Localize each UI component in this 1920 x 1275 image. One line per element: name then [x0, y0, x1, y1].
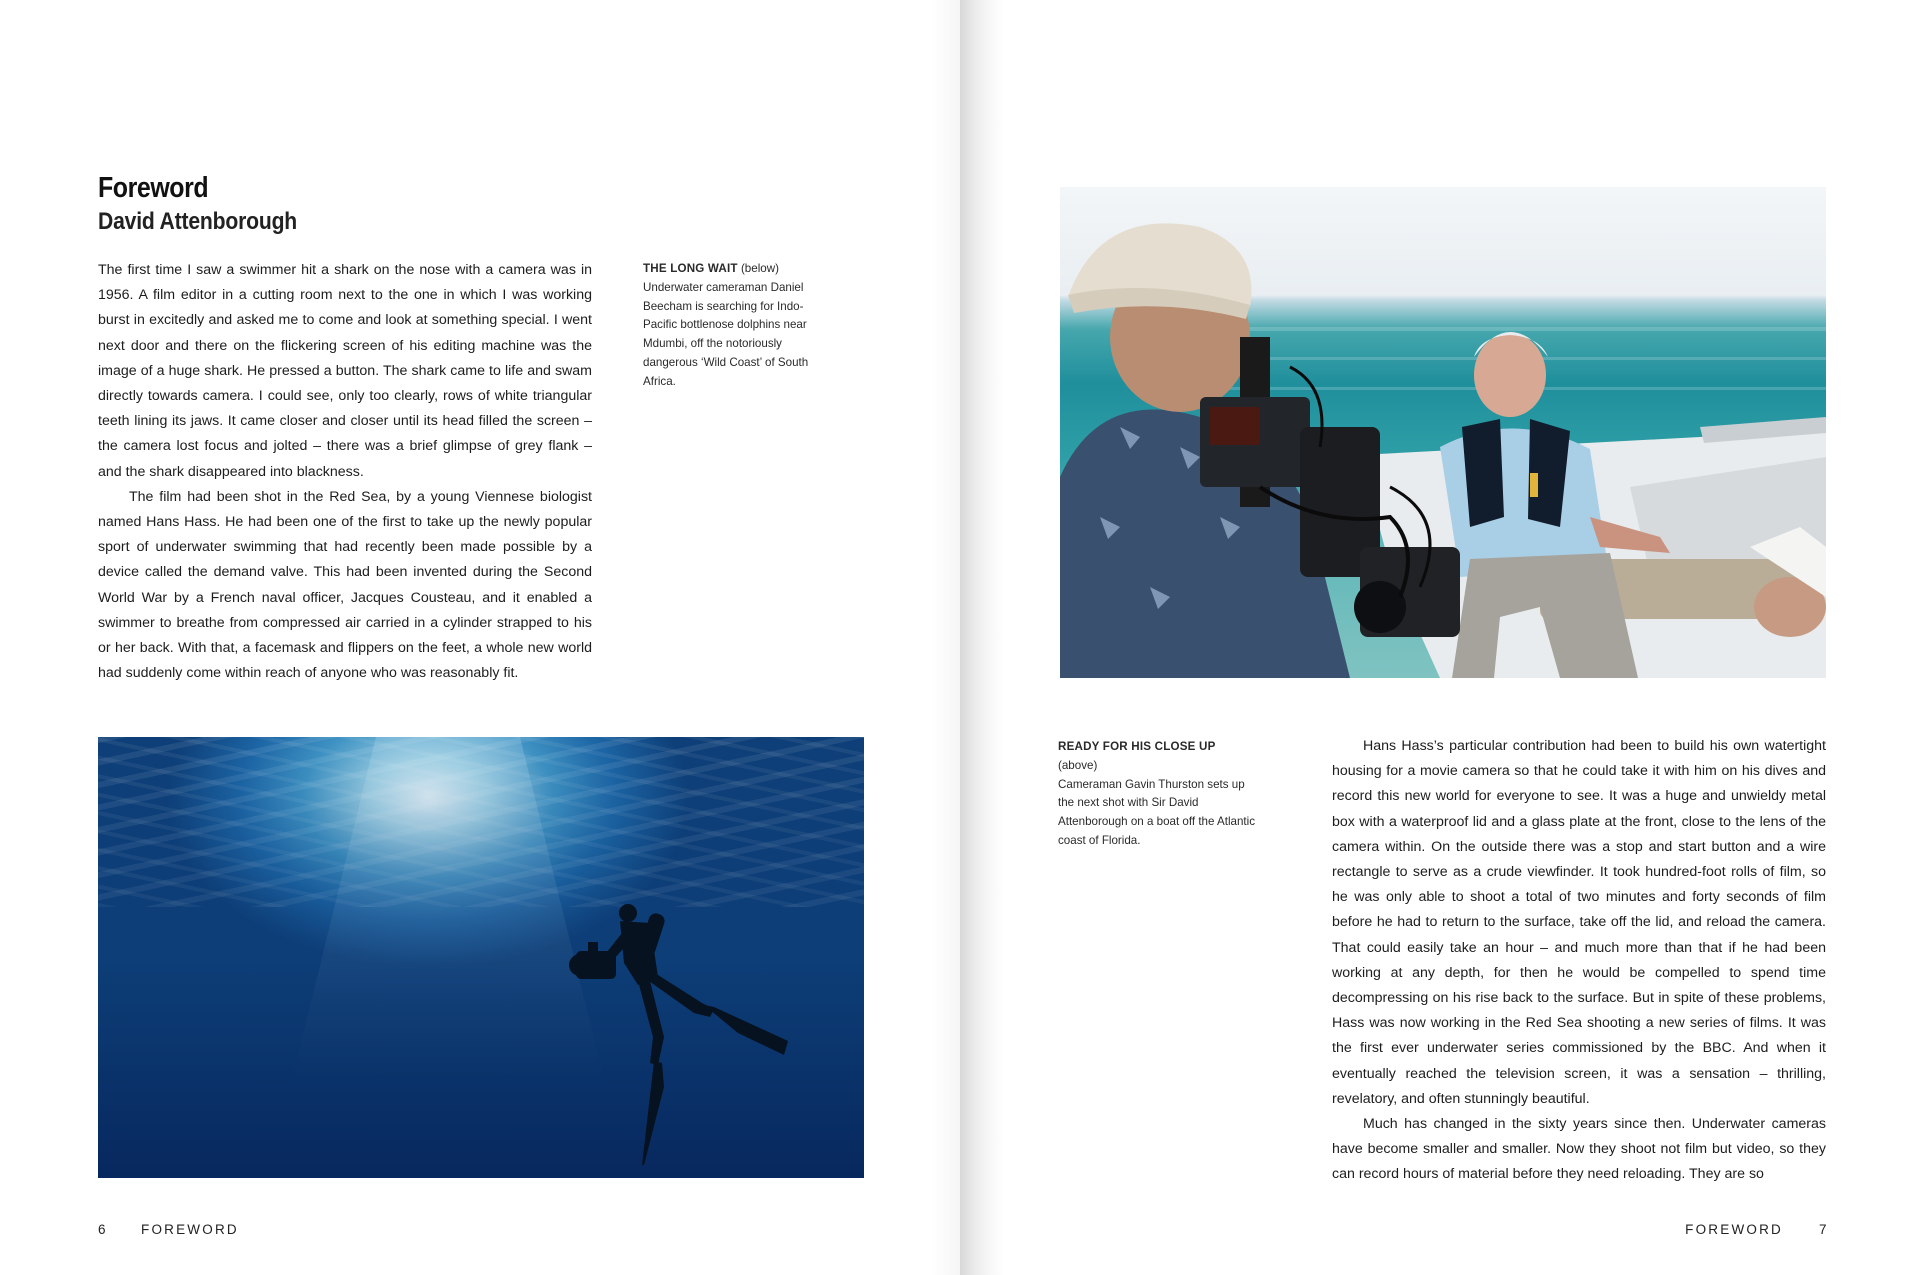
right-body-text	[1332, 734, 1826, 1188]
boat-scene-icon	[1060, 187, 1826, 678]
running-footer: FOREWORD	[141, 1222, 239, 1237]
page-number: 7	[1819, 1222, 1827, 1237]
gutter-shade-left	[930, 0, 960, 1275]
running-footer: FOREWORD	[1685, 1222, 1783, 1237]
caption-heading: READY FOR HIS CLOSE UP	[1058, 740, 1216, 753]
caption-long-wait	[643, 260, 823, 392]
caption-text: Cameraman Gavin Thurston sets up the next shot with Sir David Attenborough on a boat off the Atlantic coast of Florida.	[1058, 777, 1256, 847]
gutter-shade-right	[960, 0, 1004, 1275]
page-number: 6	[98, 1222, 106, 1237]
caption-heading: THE LONG WAIT	[643, 262, 738, 275]
paragraph: Hans Hass’s particular contribution had been to build his own watertight housing for a movie camera so that he could take it with him on his dives and record this new world for everyone to see. It was a huge and unwieldy metal box with a waterproof lid and a glass plate at the front, close to the lens of the camera within. On the outside there was a stop and start button and a wire rectangle to serve as a crude viewfinder. It took hundred-foot rolls of film, so he was only able to shoot a total of two minutes and forty seconds of film before he had to return to the surface, take off the lid, and reload the camera. That could easily take an hour – and much more than that if he had been working at any depth, for then he would be compelled to spend time decompressing on his rise back to the surface. But in spite of these problems, Hass was now working in the Red Sea shooting a new series of films. It was the first ever underwater series commissioned by the BBC. And when it eventually reached the television screen, it was a sensation – thrilling, revelatory, and often stunningly beautiful.	[1332, 738, 1826, 1107]
paragraph: The first time I saw a swimmer hit a shark on the nose with a camera was in 1956. A film editor in a cutting room next to the one in which I was working burst in excitedly and asked me to come and look at something special. I went next door and there on the flickering screen of his editing machine was the image of a huge shark. He pressed a button. The shark came to life and swam directly towards camera. I could see, only too clearly, rows of white triangular teeth lining its jaws. It came closer and closer until its head filled the screen – the camera lost focus and jolted – there was a brief glimpse of grey flank – and the shark disappeared into blackness.	[98, 262, 592, 480]
page-title: Foreword	[98, 172, 209, 204]
caption-text: Underwater cameraman Daniel Beecham is searching for Indo-Pacific bottlenose dolphins near Mdumbi, off the notoriously dangerous ‘Wild Coast’ of South Africa.	[643, 280, 809, 388]
boat-photo	[1060, 187, 1826, 678]
paragraph: The film had been shot in the Red Sea, by a young Viennese biologist named Hans Hass. He had been one of the first to take up the newly popular sport of underwater swimming that had recently been made possible by a device called the demand valve. This had been invented during the Second World War by a French naval officer, Jacques Cousteau, and it enabled a swimmer to breathe from compressed air carried in a cylinder strapped to his or her back. With that, a facemask and flippers on the feet, a whole new world had suddenly come within reach of anyone who was reasonably fit.	[98, 488, 592, 682]
paragraph: Much has changed in the sixty years since then. Underwater cameras have become smaller and smaller. Now they shoot not film but video, so they can record hours of material before they need reloading. They are so	[1332, 1116, 1826, 1183]
diver-photo	[98, 737, 864, 1178]
caption-close-up	[1058, 738, 1258, 851]
caption-direction: (below)	[740, 262, 779, 275]
diver-silhouette-icon	[98, 737, 864, 1178]
caption-direction: (above)	[1058, 758, 1098, 772]
left-body-text	[98, 258, 592, 686]
author-name: David Attenborough	[98, 208, 298, 235]
